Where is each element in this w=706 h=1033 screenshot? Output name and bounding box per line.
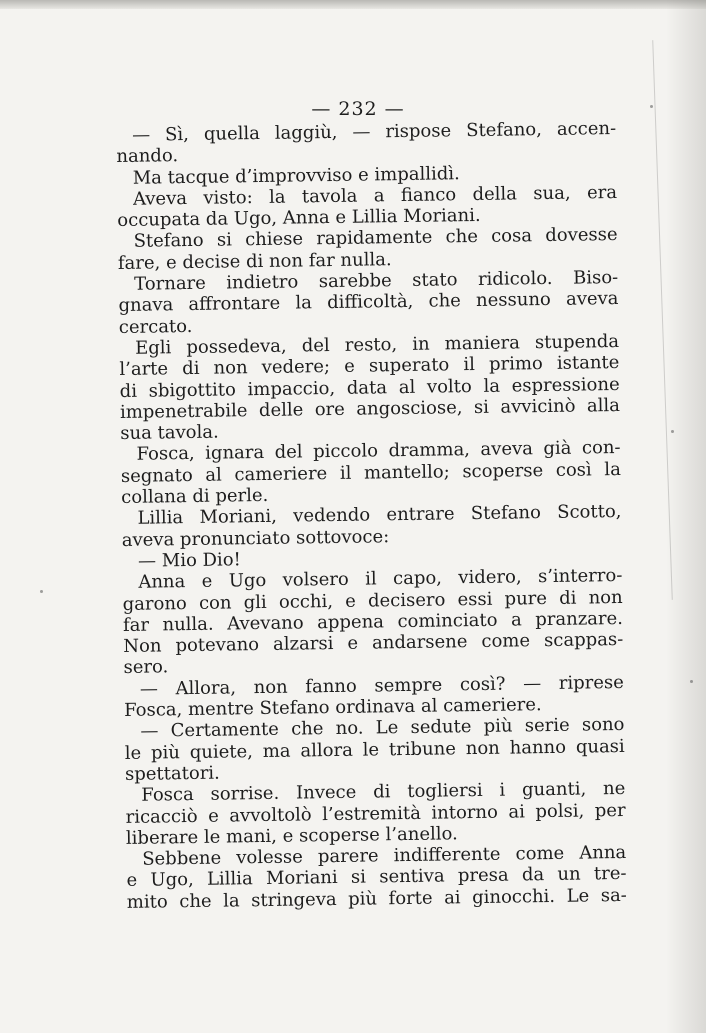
text-line: Fosca sorrise. Invece di togliersi i guanti, ne <box>141 778 626 806</box>
text-line: impenetrabile delle ore angosciose, si avvicinò alla <box>119 394 621 423</box>
text-line: l’arte di non vedere; e superato il primo istante <box>119 352 620 381</box>
text-line: occupata da Ugo, Anna e Lillia Moriani. <box>117 205 481 232</box>
text-line: Aveva visto: la tavola a fianco della sua, era <box>132 181 618 210</box>
text-line: mito che la stringeva più forte ai ginocchi. Le sa- <box>126 884 627 913</box>
text-line: far nulla. Avevano appena cominciato a pranzare. <box>122 607 624 636</box>
text-line: e Ugo, Lillia Moriani si sentiva presa da un tre- <box>126 863 627 892</box>
text-line: Lillia Moriani, vedendo entrare Stefano Scotto, <box>137 501 622 530</box>
text-line: — Sì, quella laggiù, — rispose Stefano, accen- <box>131 118 617 146</box>
text-line: — Mio Dio! <box>137 549 241 572</box>
text-line: Anna e Ugo volsero il capo, videro, s’interro- <box>138 565 623 593</box>
page-number: — 232 — <box>311 98 405 120</box>
ink-speck <box>671 430 674 433</box>
text-line: collana di perle. <box>121 484 269 509</box>
text-line: Tornare indietro sarebbe stato ridicolo. Biso- <box>134 267 619 295</box>
text-line: Fosca, ignara del piccolo dramma, aveva già con- <box>136 437 621 466</box>
page-top-edge <box>0 0 706 9</box>
text-line: nando. <box>116 145 179 168</box>
text-line: — Allora, non fanno sempre così? — riprese <box>139 671 624 700</box>
text-line: garono con gli occhi, e decisero essi pure di non <box>122 586 623 615</box>
text-line: fare, e decise di non far nulla. <box>117 248 392 274</box>
text-line: Sebbene volesse parere indifferente come Anna <box>142 842 627 870</box>
ink-speck <box>690 680 693 683</box>
text-line: liberare le mani, e scoperse l’anello. <box>125 823 458 849</box>
text-line: Fosca, mentre Stefano ordinava al cameriere. <box>124 694 542 721</box>
text-line: di sbigottito impaccio, data al volto la espressione <box>119 373 620 402</box>
text-line: ricacciò e avvoltolò l’estremità intorno ai polsi, per <box>125 799 626 828</box>
text-line: le più quiete, ma allora le tribune non hanno quasi <box>124 735 625 764</box>
text-line: Stefano si chiese rapidamente che cosa dovesse <box>133 224 618 253</box>
text-line: cercato. <box>118 315 193 338</box>
body-text <box>116 118 627 913</box>
text-line: Non potevano alzarsi e andarsene come scappas- <box>123 629 624 658</box>
text-line: Egli possedeva, del resto, in maniera stupenda <box>134 330 620 359</box>
text-line: gnava affrontare la difficoltà, che nessuno aveva <box>118 288 619 317</box>
text-line: — Certamente che no. Le sedute più serie sono <box>140 714 625 743</box>
text-line: segnato al cameriere il mantello; scoperse così la <box>120 458 622 487</box>
ink-speck <box>40 590 43 593</box>
text-line: aveva pronunciato sottovoce: <box>121 525 390 551</box>
text-line: Ma tacque d’improvviso e impallidì. <box>132 162 460 189</box>
text-line: sero. <box>123 656 169 679</box>
text-line: sua tavola. <box>120 421 219 445</box>
text-line: spettatori. <box>124 762 220 785</box>
page-right-shadow <box>666 0 706 1033</box>
